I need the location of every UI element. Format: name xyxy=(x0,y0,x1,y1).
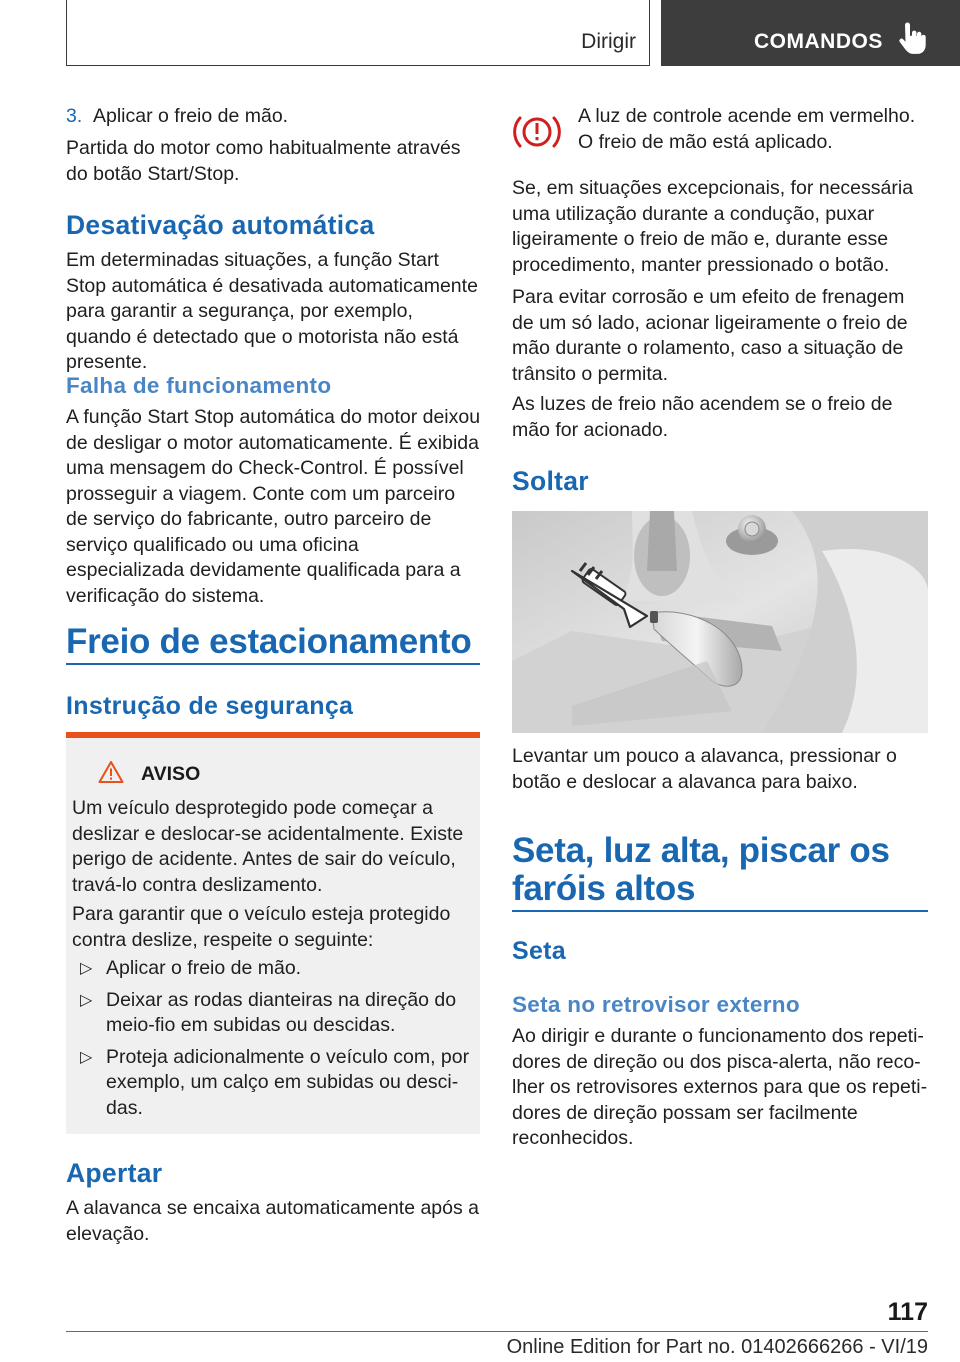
handbrake-illustration xyxy=(512,511,928,733)
paragraph-start-stop: Partida do motor como habitualmente através do botão Start/Stop. xyxy=(66,137,461,185)
warning-triangle-icon xyxy=(98,760,124,784)
paragraph-corrosao: Para evitar corrosão e um efeito de frenagem de um só lado, acionar ligeiramente o freio de mão durante o rolamento, caso a situação de trânsito o permita. xyxy=(512,286,908,385)
heading-instrucao-seguranca: Instrução de segurança xyxy=(66,692,354,720)
paragraph-apertar: A alavanca se encaixa automaticamente após a elevação. xyxy=(66,1197,480,1245)
paragraph-luz-controle: A luz de controle acende em vermelho. O freio de mão está aplicado. xyxy=(578,105,916,153)
bullet-triangle-icon: ▷ xyxy=(80,960,93,977)
hand-pointer-icon xyxy=(896,22,926,56)
header-frame xyxy=(66,0,650,66)
warning-text-2: Para garantir que o veículo esteja protegido contra deslize, respeite o seguinte: xyxy=(72,903,451,951)
list-item: ▷ Aplicar o freio de mão. xyxy=(72,956,474,982)
paragraph-desativacao: Em determinadas situações, a função Start Stop automática é desativada automaticamente para garantir a segurança, por exemplo, quando é detectado que o motorista não está presente. xyxy=(66,249,478,373)
header-section-title: Dirigir xyxy=(581,30,636,53)
heading-freio-estacionamento: Freio de estacionamento xyxy=(66,622,472,661)
step-3 xyxy=(66,104,288,130)
footer-edition: Online Edition for Part no. 01402666266 - VI/19 xyxy=(506,1336,928,1358)
step-number: 3. xyxy=(66,105,83,127)
bullet-triangle-icon: ▷ xyxy=(80,991,93,1009)
bullet-triangle-icon: ▷ xyxy=(80,1048,93,1066)
heading-seta-retrovisor: Seta no retrovisor externo xyxy=(512,992,800,1017)
paragraph-situacoes-excepcionais: Se, em situações excepcionais, for necessária uma utilização durante a condução, puxar ligeiramente o freio de mão e, durante esse procedimento, manter pressionado o botão. xyxy=(512,177,914,276)
step-text: Aplicar o freio de mão. xyxy=(93,105,289,127)
heading-desativacao-automatica: Desativação automática xyxy=(66,210,375,240)
brake-warning-icon xyxy=(512,110,562,154)
list-item: ▷ Proteja adicionalmente o veículo com, por exemplo, um calço em subidas ou descidas. xyxy=(80,1045,470,1119)
footer-rule xyxy=(66,1331,928,1332)
warning-text-1: Um veículo desprotegido pode começar a deslizar e deslocar-se acidentalmente. Existe perigo de acidente. Antes de sair do veículo, travá-lo contra deslizamento. xyxy=(72,797,464,896)
page-number: 117 xyxy=(887,1298,928,1326)
heading-seta: Seta xyxy=(512,937,567,965)
heading-rule xyxy=(512,910,928,912)
list-item: ▷ Deixar as rodas dianteiras na direção do meio-fio em subidas ou descidas. xyxy=(80,988,457,1036)
warning-title: AVISO xyxy=(141,763,201,785)
paragraph-falha: A função Start Stop automática do motor deixou de desligar o motor automaticamente. É exibida uma mensagem do Check-Control. É possível prosseguir a viagem. Conte com um parceiro de serviço do fabricante, outro parceiro de serviço qualificado ou uma oficina especializada devidamente qualificada para a verificação do sistema. xyxy=(66,406,481,607)
header-tab-label: COMANDOS xyxy=(754,30,883,53)
heading-soltar: Soltar xyxy=(512,466,589,496)
paragraph-retrovisor: Ao dirigir e durante o funcionamento dos repetidores de direção ou dos pisca-alerta, não recolher os retrovisores externos para que os repetidores de direção possam ser facilmente reconhecidos. xyxy=(512,1025,928,1149)
heading-rule xyxy=(66,663,480,665)
heading-apertar: Apertar xyxy=(66,1158,163,1188)
paragraph-soltar: Levantar um pouco a alavanca, pressionar o botão e deslocar a alavanca para baixo. xyxy=(512,745,897,793)
warning-bullet-list xyxy=(72,956,474,1127)
paragraph-luzes-freio: As luzes de freio não acendem se o freio de mão for acionado. xyxy=(512,393,893,441)
heading-seta-luz-alta: Seta, luz alta, piscar os faróis altos xyxy=(512,831,890,908)
header-tab xyxy=(661,0,960,66)
heading-falha-funcionamento: Falha de funcionamento xyxy=(66,373,332,398)
